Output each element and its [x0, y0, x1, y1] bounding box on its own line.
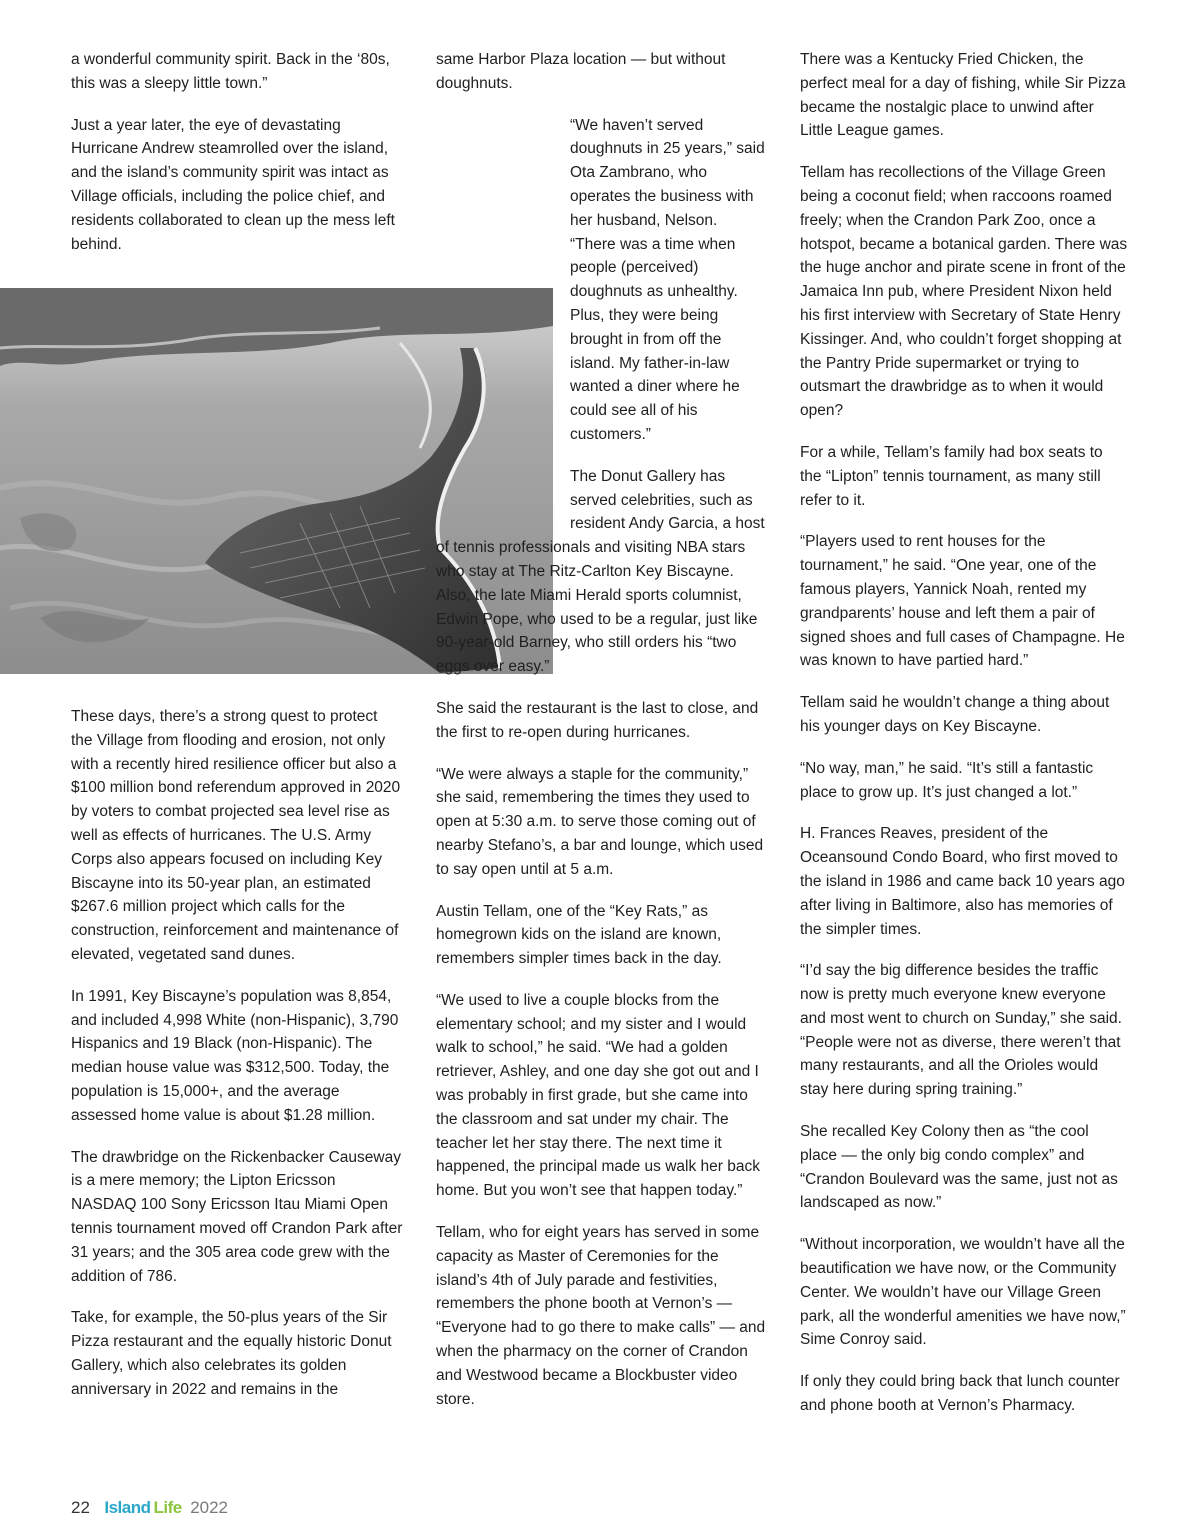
paragraph: These days, there’s a strong quest to protect the Village from flooding and erosion, not only with a recently hired resilience officer but also a $100 million bond referendum approved in 2020 by voters to combat projected sea level rise as well as effects of hurricanes. The U.S. Army Corps also appears focused on including Key Biscayne into its 50-year plan, an estimated $267.6 million project which calls for the construction, reinforcement and maintenance of elevated, vegetated sand dunes. — [71, 708, 401, 963]
page-number: 22 — [71, 1498, 90, 1517]
paragraph: Tellam, who for eight years has served in some capacity as Master of Ceremonies for the island’s 4th of July parade and festivities, remembers the phone booth at Vernon’s — “Everyone had to go there to make calls” — and when the pharmacy on the corner of Crandon and Westwood became a Blockbuster video store. — [436, 1224, 766, 1408]
paragraph: same Harbor Plaza location — but without doughnuts. — [436, 51, 726, 92]
paragraph: She said the restaurant is the last to close, and the first to re-open during hurricanes. — [436, 699, 759, 741]
paragraph: H. Frances Reaves, president of the Oceansound Condo Board, who first moved to the island in 1986 and came back 10 years ago after living in Baltimore, also has memories of the simpler times. — [800, 825, 1125, 938]
article-column-2 — [436, 48, 766, 1429]
issue-year: 2022 — [190, 1498, 229, 1517]
paragraph: “Without incorporation, we wouldn’t have all the beautification we have now, or the Community Center. We wouldn’t have our Village Green park, all the wonderful amenities we have now,” Sime Conroy said. — [800, 1236, 1126, 1349]
image-wrap-spacer — [436, 114, 570, 516]
paragraph: She recalled Key Colony then as “the cool place — the only big condo complex” and “Crandon Boulevard was the same, just not as landscaped as now.” — [800, 1123, 1118, 1212]
paragraph: Take, for example, the 50-plus years of the Sir Pizza restaurant and the equally historic Donut Gallery, which also celebrates its golden anniversary in 2022 and remains in the — [71, 1309, 392, 1398]
paragraph: “Players used to rent houses for the tournament,” he said. “One year, one of the famous players, Yannick Noah, rented my grandparents’ house and left them a pair of signed shoes and full cases of Champagne. He was known to have partied hard.” — [800, 533, 1125, 670]
paragraph: The Donut Gallery has served celebrities, such as resident Andy Garcia, a host of tennis professionals and visiting NBA stars who stay at The Ritz-Carlton Key Biscayne. Also, the late Miami Herald sports columnist, Edwin Pope, who used to be a regular, just like 90-year-old Barney, who still orders his “two eggs over easy.” — [436, 467, 765, 676]
article-column-1-bottom — [71, 705, 403, 1420]
paragraph: “We were always a staple for the community,” she said, remembering the times they used to open at 5:30 a.m. to serve those coming out of nearby Stefano’s, a bar and lounge, which used to say open until at 5 a.m. — [436, 765, 764, 878]
paragraph: “We used to live a couple blocks from the elementary school; and my sister and I would walk to school,” he said. “We had a golden retriever, Ashley, and one day she got out and I was probably in first grade, but she came into the classroom and sat under my chair. The teacher let her stay there. The next time it happened, the principal made us walk her back home. But you won’t see that happen today.” — [436, 991, 760, 1200]
paragraph: Tellam has recollections of the Village Green being a coconut field; when raccoons roamed freely; when the Crandon Park Zoo, once a hotspot, became a botanical garden. There was the huge anchor and pirate scene in front of the Jamaica Inn pub, where President Nixon held his first interview with Secretary of State Henry Kissinger. And, who couldn’t forget shopping at the Pantry Pride supermarket or trying to outsmart the drawbridge as to when it would open? — [800, 164, 1128, 420]
article-column-3 — [800, 48, 1128, 1436]
page-footer — [71, 1498, 228, 1526]
paragraph: In 1991, Key Biscayne’s population was 8,854, and included 4,998 White (non-Hispanic), 3,790 Hispanics and 19 Black (non-Hispanic). The median house value was $312,500. Today, the population is 15,000+, and the average assessed home value is about $1.28 million. — [71, 987, 399, 1124]
paragraph: “We haven’t served doughnuts in 25 years,” said Ota Zambrano, who operates the business with her husband, Nelson. “There was a time when people (perceived) doughnuts as unhealthy. Plus, they were being brought in from off the island. My father-in-law wanted a diner where he could see all of his customers.” — [570, 116, 765, 443]
paragraph: Tellam said he wouldn’t change a thing about his younger days on Key Biscayne. — [800, 694, 1110, 735]
paragraph: The drawbridge on the Rickenbacker Causeway is a mere memory; the Lipton Ericsson NASDAQ 100 Sony Ericsson Itau Miami Open tennis tournament moved off Crandon Park after 31 years; and the 305 area code grew with the addition of 786. — [71, 1148, 403, 1285]
magazine-logo-life: Life — [153, 1498, 182, 1517]
article-column-1-top — [71, 48, 403, 274]
paragraph: For a while, Tellam’s family had box seats to the “Lipton” tennis tournament, as many still refer to it. — [800, 443, 1103, 509]
paragraph: There was a Kentucky Fried Chicken, the perfect meal for a day of fishing, while Sir Pizza became the nostalgic place to unwind after Little League games. — [800, 51, 1126, 140]
paragraph: “I’d say the big difference besides the traffic now is pretty much everyone knew everyone and most went to church on Sunday,” she said. “People were not as diverse, there weren’t that many restaurants, and all the Orioles would stay here during spring training.” — [800, 962, 1122, 1099]
paragraph: If only they could bring back that lunch counter and phone booth at Vernon’s Pharmacy. — [800, 1373, 1120, 1415]
paragraph: Austin Tellam, one of the “Key Rats,” as homegrown kids on the island are known, remembers simpler times back in the day. — [436, 902, 722, 968]
paragraph: “No way, man,” he said. “It’s still a fantastic place to grow up. It’s just changed a lot.” — [800, 759, 1094, 801]
paragraph: a wonderful community spirit. Back in the ‘80s, this was a sleepy little town.” — [71, 51, 390, 92]
magazine-logo-island: Island — [104, 1498, 151, 1517]
paragraph: Just a year later, the eye of devastating Hurricane Andrew steamrolled over the island, and the island’s community spirit was intact as Village officials, including the police chief, and residents collaborated to clean up the mess left behind. — [71, 116, 395, 253]
